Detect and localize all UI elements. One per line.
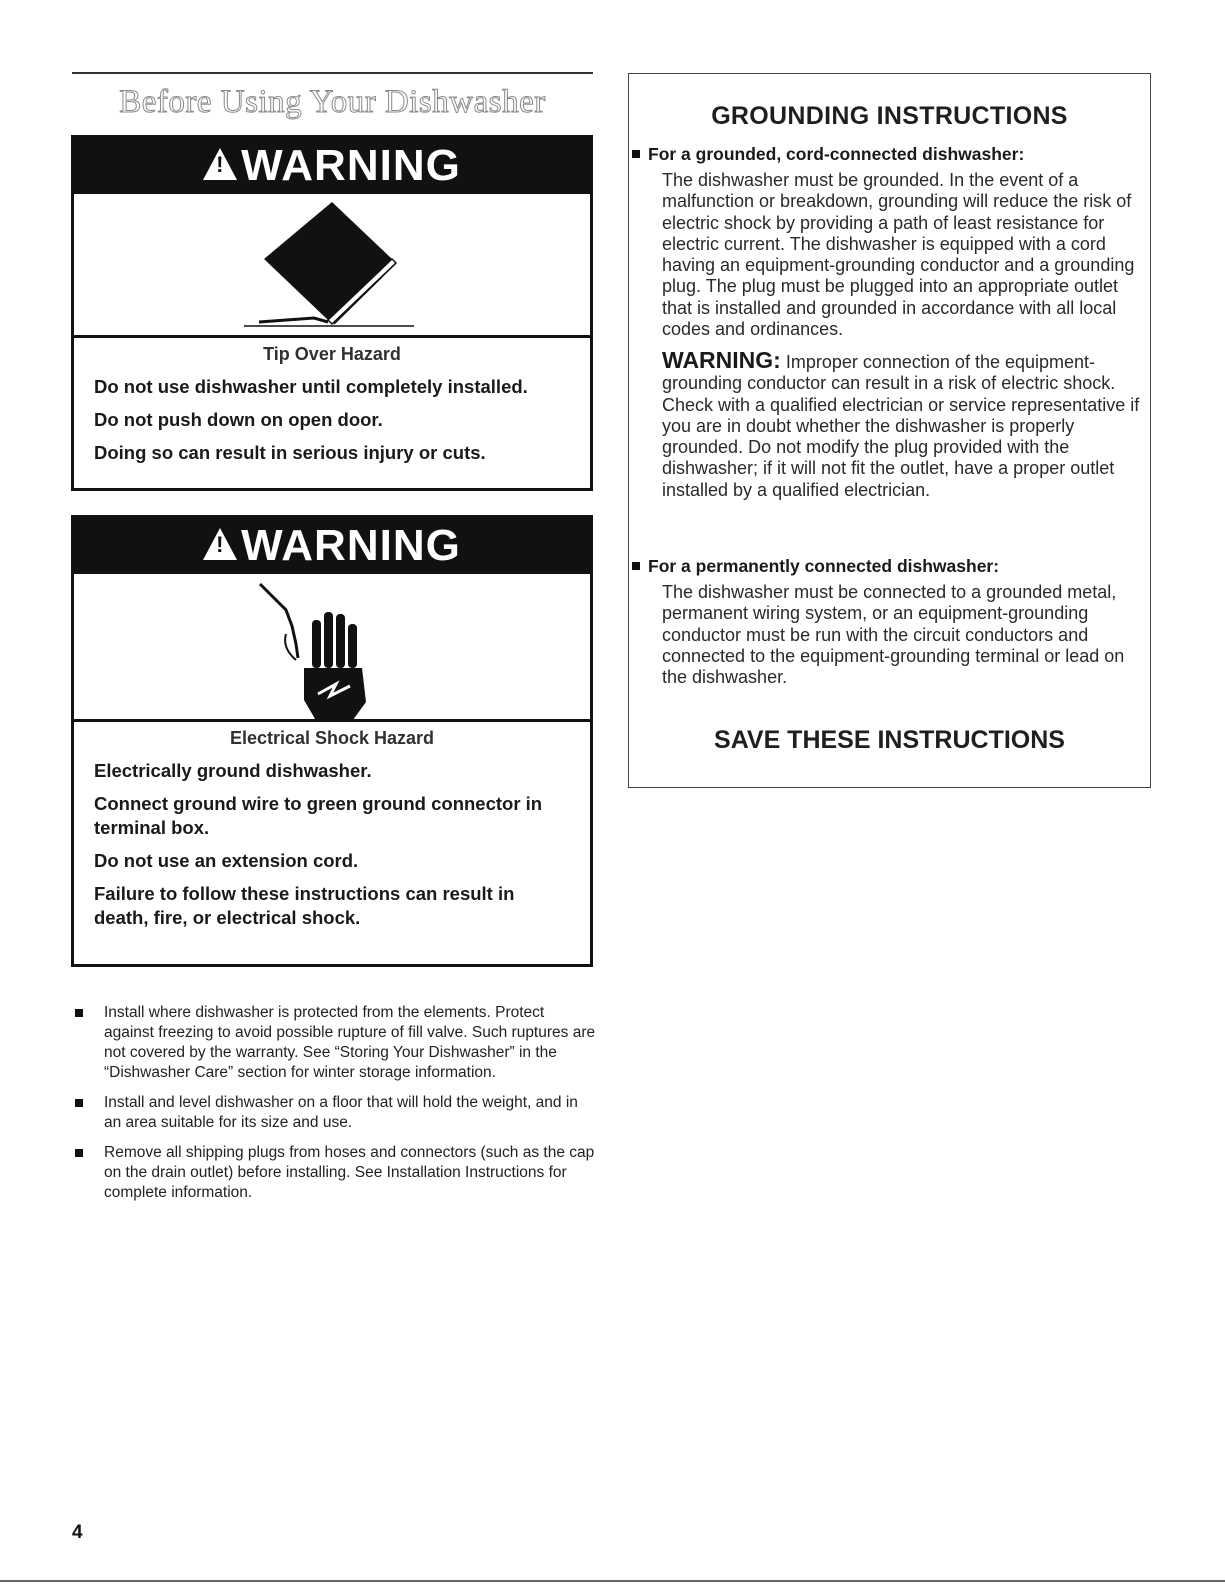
warning-line: Connect ground wire to green ground connector in terminal box. (94, 793, 543, 838)
warning-triangle-icon (203, 528, 237, 560)
warning-line: Do not use dishwasher until completely installed. (94, 376, 528, 397)
bullet-icon (75, 1149, 83, 1157)
warning-heading: WARNING (241, 141, 461, 190)
save-instructions: SAVE THESE INSTRUCTIONS (714, 726, 1065, 754)
warning-header (74, 518, 590, 574)
grounding-instructions-box (628, 73, 1151, 788)
tip-over-icon (74, 194, 590, 338)
list-item-text: Remove all shipping plugs from hoses and connectors (such as the cap on the drain outlet) before installing. See Installation Instructions for complete information. (104, 1144, 595, 1201)
grounding-paragraph: The dishwasher must be connected to a grounded metal, permanent wiring system, or an equipment-grounding conductor must be run with the circuit conductors and connected to the equipment-grounding terminal or lead on the dishwasher. (662, 582, 1125, 688)
bullet-icon (632, 150, 640, 158)
warning-word: WARNING: (662, 347, 781, 373)
warning-triangle-icon (203, 148, 237, 180)
list-item (72, 1093, 597, 1133)
electrical-shock-warning-box (71, 515, 593, 967)
list-item-text: Install and level dishwasher on a floor that will hold the weight, and in an area suitable for its size and use. (104, 1094, 578, 1131)
hazard-title: Electrical Shock Hazard (229, 728, 435, 748)
page-number: 4 (72, 1522, 83, 1543)
warning-heading: WARNING (241, 521, 461, 570)
warning-line: Failure to follow these instructions can result in death, fire, or electrical shock. (94, 883, 515, 928)
shock-illustration (74, 574, 590, 722)
bullet-icon (75, 1099, 83, 1107)
grounding-warning-paragraph (662, 347, 1142, 501)
bullet-icon (75, 1009, 83, 1017)
warning-line: Do not push down on open door. (94, 409, 383, 430)
grounding-paragraph: The dishwasher must be grounded. In the event of a malfunction or breakdown, grounding will reduce the risk of electric shock by providing a path of least resistance for electric current. The dishwasher is equipped with a cord having an equipment-grounding conductor and a grounding plug. The plug must be plugged into an appropriate outlet that is installed and grounded in accordance with all local codes and ordinances. (662, 170, 1135, 340)
grounding-title: GROUNDING INSTRUCTIONS (711, 102, 1068, 130)
bottom-rule (0, 1580, 1225, 1582)
grounding-subheading-cord: For a grounded, cord-connected dishwasher: (629, 144, 1024, 165)
tip-over-warning-box (71, 135, 593, 491)
installation-notes (72, 1003, 597, 1213)
list-item-text: Install where dishwasher is protected from the elements. Protect against freezing to avoid possible rupture of fill valve. Such ruptures are not covered by the warranty. See “Storing Your Dishwasher” in the “Dishwasher Care” section for winter storage information. (104, 1004, 596, 1081)
warning-line: Doing so can result in serious injury or cuts. (94, 442, 486, 463)
top-rule (72, 72, 593, 74)
list-item (72, 1143, 597, 1203)
tip-over-illustration (74, 194, 590, 338)
warning-line: Do not use an extension cord. (94, 850, 359, 871)
hazard-title: Tip Over Hazard (263, 344, 401, 364)
warning-text: Improper connection of the equipment-grounding conductor can result in a risk of electric shock. Check with a qualified electrician or service representative if you are in doubt whether the dishwasher is properly grounded. Do not modify the plug provided with the dishwasher; if it will not fit the outlet, have a proper outlet installed by a qualified electrician. (662, 352, 1140, 500)
bullet-icon (632, 562, 640, 570)
electric-hand-icon (74, 574, 590, 722)
list-item (72, 1003, 597, 1083)
section-title: Before Using Your Dishwasher (119, 84, 546, 120)
warning-line: Electrically ground dishwasher. (94, 760, 372, 781)
warning-header (74, 138, 590, 194)
grounding-subheading-permanent: For a permanently connected dishwasher: (629, 556, 999, 577)
